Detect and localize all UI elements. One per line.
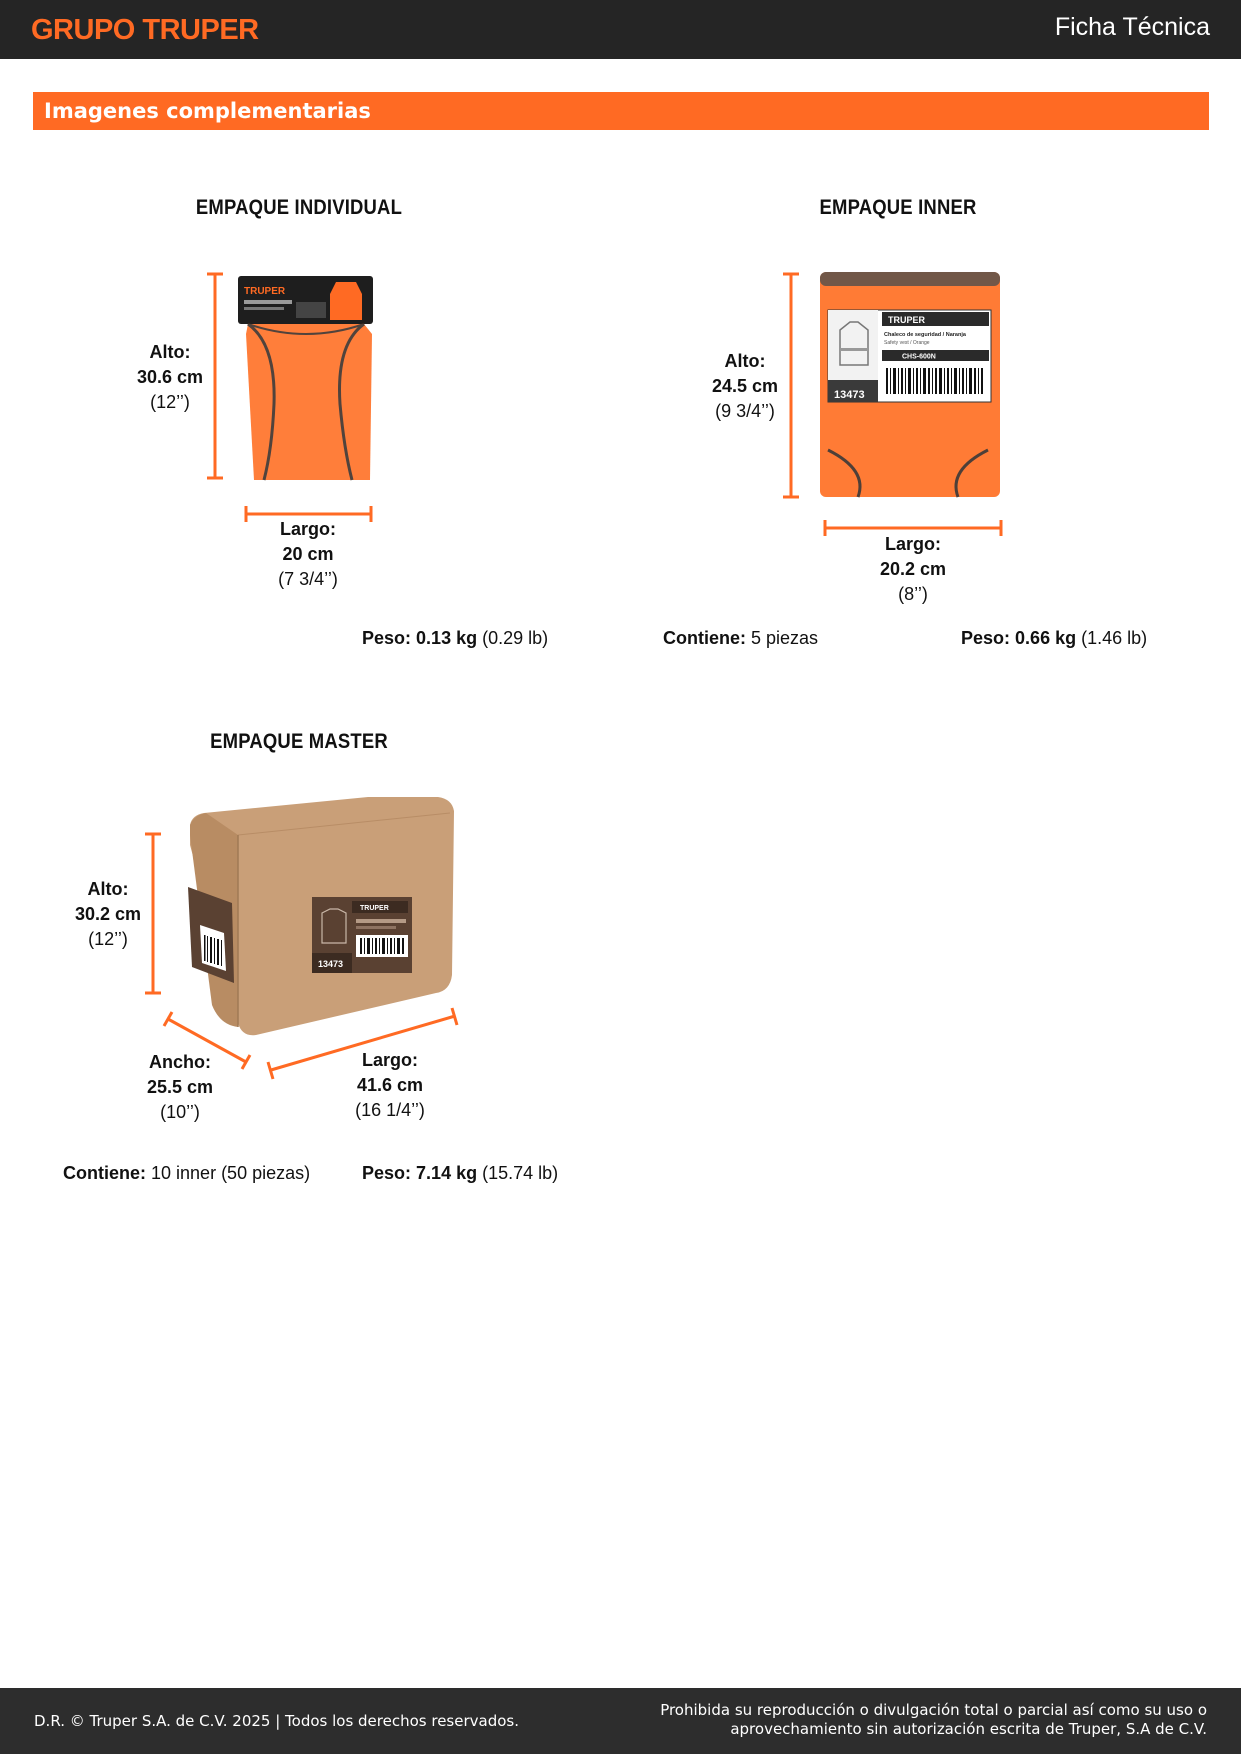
master-label-code: 13473	[318, 959, 344, 969]
individual-peso-lb: (0.29 lb)	[482, 628, 549, 648]
inner-label-code: 13473	[834, 389, 865, 401]
footer-copyright: D.R. © Truper S.A. de C.V. 2025 | Todos los derechos reservados.	[34, 1712, 519, 1730]
master-alto-label: Alto:	[87, 879, 129, 899]
master-depth-label	[120, 1050, 240, 1125]
inner-contents	[663, 628, 818, 649]
brand-logo: GRUPO TRUPER	[31, 14, 259, 46]
inner-label-desc-en: Safety vest / Orange	[884, 340, 930, 346]
individual-alto-in: (12’’)	[150, 392, 190, 412]
inner-label-model: CHS-600N	[902, 353, 936, 361]
document-type: Ficha Técnica	[1054, 13, 1210, 41]
master-length-label	[330, 1048, 450, 1123]
inner-width-label	[853, 532, 973, 607]
inner-weight	[961, 628, 1147, 649]
master-weight	[362, 1163, 558, 1184]
master-contiene-value: 10 inner (50 piezas)	[151, 1163, 311, 1183]
individual-height-label	[110, 340, 230, 415]
section-title: Imagenes complementarias	[33, 92, 1209, 130]
inner-largo-in: (8’’)	[898, 584, 928, 604]
master-largo-label: Largo:	[362, 1050, 418, 1070]
inner-peso-lb: (1.46 lb)	[1081, 628, 1148, 648]
footer-notice-line2: aprovechamiento sin autorización escrita de Truper, S.A de C.V.	[730, 1720, 1207, 1738]
inner-peso-label: Peso:	[961, 628, 1011, 648]
individual-title: EMPAQUE INDIVIDUAL	[195, 196, 403, 219]
master-alto-in: (12’’)	[88, 929, 128, 949]
master-alto-cm: 30.2 cm	[74, 904, 142, 924]
master-label-brand: TRUPER	[360, 905, 389, 912]
individual-largo-label: Largo:	[280, 519, 336, 539]
inner-largo-label: Largo:	[885, 534, 941, 554]
inner-alto-in: (9 3/4’’)	[715, 401, 775, 421]
inner-label-desc: Chaleco de seguridad / Naranja	[884, 332, 966, 338]
individual-package-image	[236, 274, 376, 482]
inner-alto-label: Alto:	[724, 351, 766, 371]
master-peso-kg: 7.14 kg	[416, 1163, 478, 1183]
inner-largo-cm: 20.2 cm	[879, 559, 947, 579]
inner-contiene-value: 5 piezas	[751, 628, 819, 648]
master-largo-cm: 41.6 cm	[356, 1075, 424, 1095]
top-bar	[0, 0, 1241, 59]
individual-weight	[362, 628, 548, 649]
individual-width-label	[248, 517, 368, 592]
master-ancho-label: Ancho:	[149, 1052, 211, 1072]
individual-peso-kg: 0.13 kg	[416, 628, 478, 648]
master-ancho-in: (10’’)	[160, 1102, 200, 1122]
individual-alto-label: Alto:	[149, 342, 191, 362]
individual-peso-label: Peso:	[362, 628, 412, 648]
master-ancho-cm: 25.5 cm	[146, 1077, 214, 1097]
inner-height-label	[685, 349, 805, 424]
master-contents	[63, 1163, 310, 1184]
footer-notice-line1: Prohibida su reproducción o divulgación total o parcial así como su uso o	[660, 1701, 1207, 1719]
inner-label-brand: TRUPER	[888, 315, 926, 325]
inner-title: EMPAQUE INNER	[819, 196, 977, 219]
master-peso-label: Peso:	[362, 1163, 412, 1183]
inner-peso-kg: 0.66 kg	[1015, 628, 1077, 648]
individual-pack-brand: TRUPER	[244, 286, 286, 297]
master-contiene-label: Contiene:	[63, 1163, 146, 1183]
master-box-image	[180, 795, 460, 1040]
master-peso-lb: (15.74 lb)	[482, 1163, 559, 1183]
master-height-label	[48, 877, 168, 952]
master-title: EMPAQUE MASTER	[210, 730, 388, 753]
individual-alto-cm: 30.6 cm	[136, 367, 204, 387]
individual-largo-in: (7 3/4’’)	[278, 569, 338, 589]
inner-alto-cm: 24.5 cm	[711, 376, 779, 396]
footer-notice	[647, 1701, 1207, 1739]
inner-contiene-label: Contiene:	[663, 628, 746, 648]
inner-package-image	[818, 270, 1003, 500]
master-largo-in: (16 1/4’’)	[355, 1100, 425, 1120]
footer	[0, 1688, 1241, 1754]
individual-largo-cm: 20 cm	[282, 544, 334, 564]
